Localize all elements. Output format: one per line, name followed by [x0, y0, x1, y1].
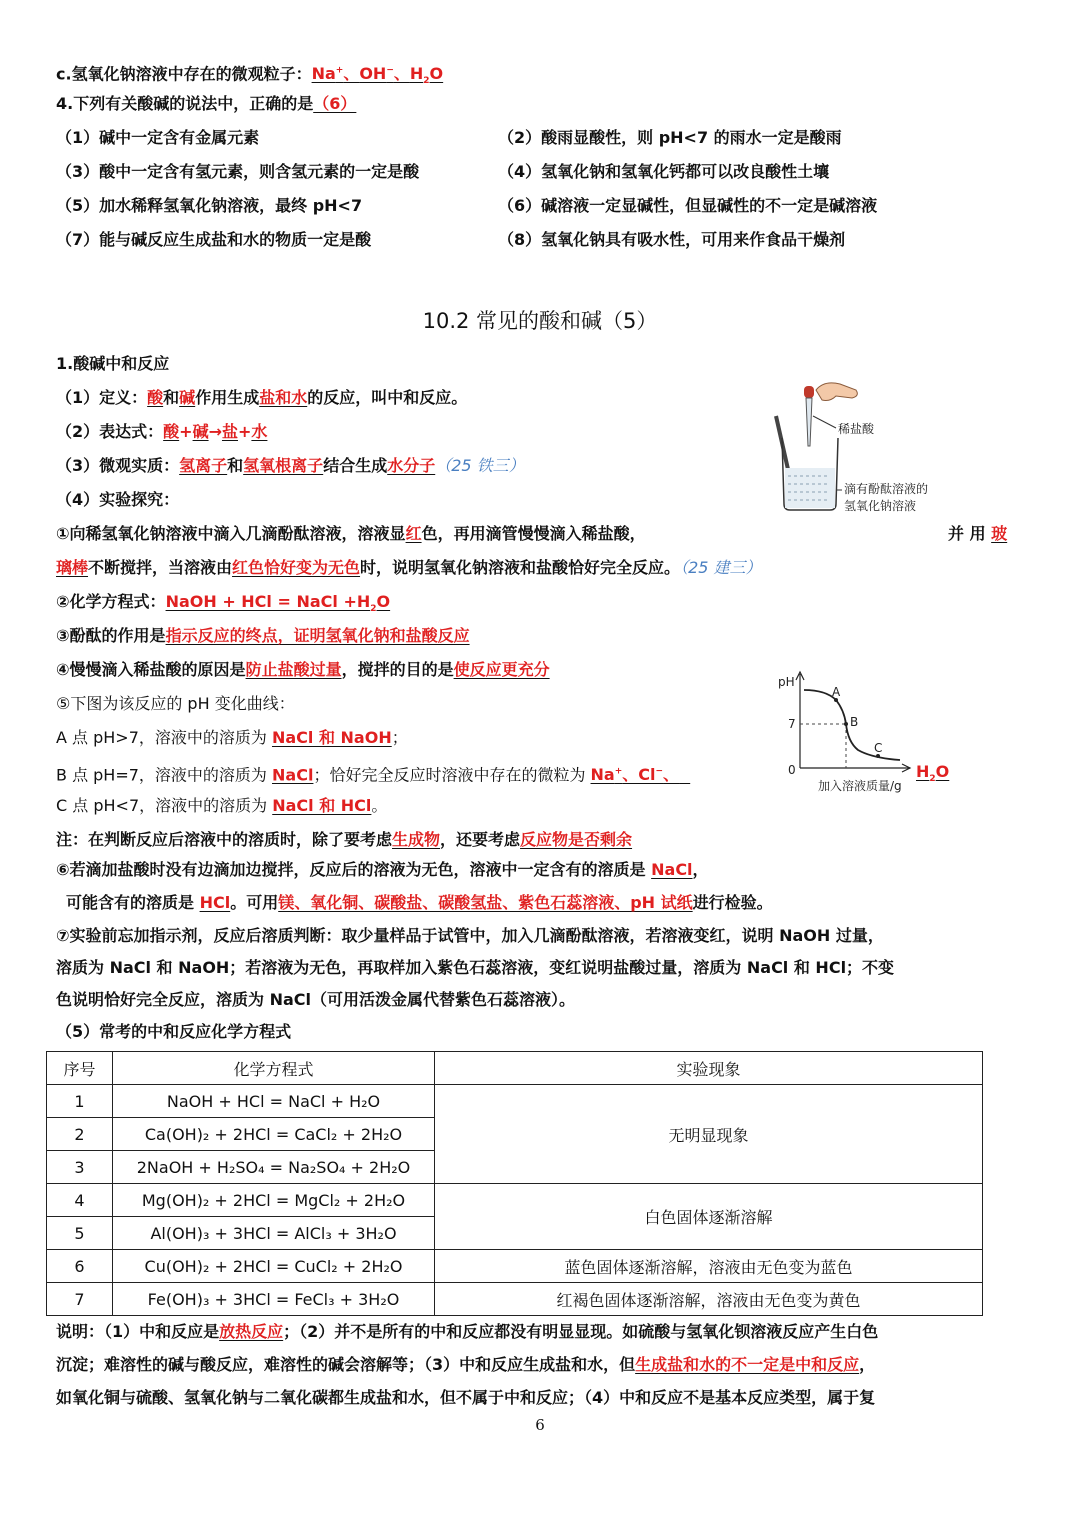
- equations-table: [46, 1051, 983, 1316]
- acid-label: 稀盐酸: [838, 422, 875, 436]
- step7-line1: ⑦实验前忘加指示剂，反应后溶质判断：取少量样品于试管中，加入几滴酚酞溶液，若溶液变红，说明 NaOH 过量，: [56, 926, 884, 945]
- explain-line3: 如氧化铜与硫酸、氢氧化钠与二氧化碳都生成盐和水，但不属于中和反应；（4）中和反应不是基本反应类型，属于复: [56, 1388, 876, 1407]
- row-equation: Ca(OH)₂ + 2HCl = CaCl₂ + 2H₂O: [113, 1118, 435, 1151]
- experiment-heading: （4）实验探究：: [56, 490, 180, 509]
- point-c-line: C 点 pH<7，溶液中的溶质为 NaCl 和 HCl。: [56, 796, 388, 815]
- point-b-line: B 点 pH=7，溶液中的溶质为 NaCl；恰好完全反应时溶液中存在的微粒为 Na+、Cl−、: [56, 765, 680, 785]
- exam-tag: （25 建三）: [680, 558, 762, 577]
- point-b-water: $H_2O$: [916, 762, 950, 785]
- row-equation: NaOH + HCl = NaCl + H₂O: [113, 1085, 435, 1118]
- table-title: （5）常考的中和反应化学方程式: [56, 1022, 292, 1041]
- answer-particles: Na+、OH−、$H_2O$: [311, 64, 444, 87]
- point-c-label: C: [874, 741, 883, 755]
- ph-axis-label: pH: [778, 675, 795, 689]
- question-4-line: 4.下列有关酸碱的说法中，正确的是（6）: [56, 94, 357, 113]
- table-row: [47, 1250, 983, 1283]
- solution-label-2: 氢氧化钠溶液: [844, 499, 917, 513]
- option-1: （1）碱中一定含有金属元素: [56, 128, 260, 147]
- ph-curve-figure: [774, 668, 926, 798]
- page-number: 6: [535, 1416, 545, 1434]
- subsection-title: 1.酸碱中和反应: [56, 354, 170, 373]
- dropper-icon: [804, 386, 814, 446]
- step6-line1: ⑥若滴加盐酸时没有边滴加边搅拌，反应后的溶液为无色，溶液中一定含有的溶质是 NaCl，: [56, 860, 709, 879]
- micro-essence-line: （3）微观实质：氢离子和氢氧根离子结合生成水分子（25 铁三）: [56, 456, 525, 475]
- step5-line: ⑤下图为该反应的 pH 变化曲线：: [56, 694, 295, 713]
- beaker-icon: [782, 438, 838, 510]
- row-no: 1: [47, 1085, 113, 1118]
- option-3: （3）酸中一定含有氢元素，则含氢元素的一定是酸: [56, 162, 420, 181]
- option-7: （7）能与碱反应生成盐和水的物质一定是酸: [56, 230, 372, 249]
- step2-line: ②化学方程式：NaOH + HCl = NaCl $+H_2O$: [56, 592, 391, 615]
- x-axis-label: 加入溶液质量/g: [818, 779, 902, 793]
- step7-line2: 溶质为 NaCl 和 NaOH；若溶液为无色，再取样加入紫色石蕊溶液，变红说明盐酸过量，溶质为 NaCl 和 HCl；不变: [56, 958, 895, 977]
- step6-line2: 可能含有的溶质是 HCl。可用镁、氧化铜、碳酸盐、碳酸氢盐、紫色石蕊溶液、pH 试纸进行检验。: [66, 893, 773, 912]
- row-no: 2: [47, 1118, 113, 1151]
- exam-tag: （25 铁三）: [435, 456, 525, 475]
- option-4: （4）氢氧化钠和氢氧化钙都可以改良酸性土壤: [498, 162, 830, 181]
- question-c-line: c.氢氧化钠溶液中存在的微观粒子：Na+、OH−、$H_2O$: [56, 64, 444, 87]
- row-no: 3: [47, 1151, 113, 1184]
- section-title: 10.2 常见的酸和碱（5）: [422, 309, 658, 333]
- header-equation: 化学方程式: [113, 1052, 435, 1085]
- explain-line2: 沉淀；难溶性的碱与酸反应，难溶性的碱会溶解等；（3）中和反应生成盐和水，但生成盐和水的不一定是中和反应，: [56, 1355, 876, 1374]
- definition-line: （1）定义：酸和碱作用生成盐和水的反应，叫中和反应。: [56, 388, 468, 407]
- option-8: （8）氢氧化钠具有吸水性，可用来作食品干燥剂: [498, 230, 846, 249]
- ph-seven-label: 7: [788, 717, 796, 731]
- row-phenomenon: 无明显现象: [435, 1085, 983, 1184]
- row-equation: Mg(OH)₂ + 2HCl = MgCl₂ + 2H₂O: [113, 1184, 435, 1217]
- row-equation: Al(OH)₃ + 3HCl = AlCl₃ + 3H₂O: [113, 1217, 435, 1250]
- step1-line1: ①向稀氢氧化钠溶液中滴入几滴酚酞溶液，溶液显红色，再用滴管慢慢滴入稀盐酸，: [56, 524, 646, 543]
- row-no: 4: [47, 1184, 113, 1217]
- row-equation: 2NaOH + H₂SO₄ = Na₂SO₄ + 2H₂O: [113, 1151, 435, 1184]
- point-b-label: B: [850, 715, 859, 729]
- row-equation: Fe(OH)₃ + 3HCl = FeCl₃ + 3H₂O: [113, 1283, 435, 1316]
- row-phenomenon: 白色固体逐渐溶解: [435, 1184, 983, 1250]
- origin-label: 0: [788, 763, 796, 777]
- point-a-line: A 点 pH>7，溶液中的溶质为 NaCl 和 NaOH；: [56, 728, 408, 747]
- header-no: 序号: [47, 1052, 113, 1085]
- step1-line2: 璃棒不断搅拌，当溶液由红色恰好变为无色时，说明氢氧化钠溶液和盐酸恰好完全反应。（25 建三）: [56, 558, 762, 577]
- beaker-illustration: [764, 376, 944, 516]
- table-row: [47, 1085, 983, 1118]
- expression-line: （2）表达式：酸+碱→盐+水: [56, 422, 268, 441]
- explain-line1: 说明：（1）中和反应是放热反应；（2）并不是所有的中和反应都没有明显显现。如硫酸与氢氧化钡溶液反应产生白色: [56, 1322, 879, 1341]
- hand-icon: [816, 383, 857, 401]
- row-no: 6: [47, 1250, 113, 1283]
- row-phenomenon: 红褐色固体逐渐溶解，溶液由无色变为黄色: [435, 1283, 983, 1316]
- row-no: 7: [47, 1283, 113, 1316]
- table-row: [47, 1184, 983, 1217]
- step7-line3: 色说明恰好完全反应，溶质为 NaCl（可用活泼金属代替紫色石蕊溶液）。: [56, 990, 575, 1009]
- note-line: 注：在判断反应后溶液中的溶质时，除了要考虑生成物，还要考虑反应物是否剩余: [56, 830, 633, 849]
- row-equation: Cu(OH)₂ + 2HCl = CuCl₂ + 2H₂O: [113, 1250, 435, 1283]
- header-phenomenon: 实验现象: [435, 1052, 983, 1085]
- answer-q4: （6）: [313, 94, 357, 113]
- row-no: 5: [47, 1217, 113, 1250]
- point-a-label: A: [832, 685, 841, 699]
- row-phenomenon: 蓝色固体逐渐溶解，溶液由无色变为蓝色: [435, 1250, 983, 1283]
- table-header-row: [47, 1052, 983, 1085]
- step3-line: ③酚酞的作用是指示反应的终点，证明氢氧化钠和盐酸反应: [56, 626, 470, 645]
- option-5: （5）加水稀释氢氧化钠溶液，最终 pH<7: [56, 196, 363, 215]
- solution-label-1: 滴有酚酞溶液的: [844, 482, 929, 496]
- option-2: （2）酸雨显酸性，则 pH<7 的雨水一定是酸雨: [498, 128, 842, 147]
- step4-line: ④慢慢滴入稀盐酸的原因是防止盐酸过量，搅拌的目的是使反应更充分: [56, 660, 550, 679]
- table-row: [47, 1283, 983, 1316]
- option-6: （6）碱溶液一定显碱性，但显碱性的不一定是碱溶液: [498, 196, 878, 215]
- step1-line1-end: 并 用 玻: [948, 524, 1008, 543]
